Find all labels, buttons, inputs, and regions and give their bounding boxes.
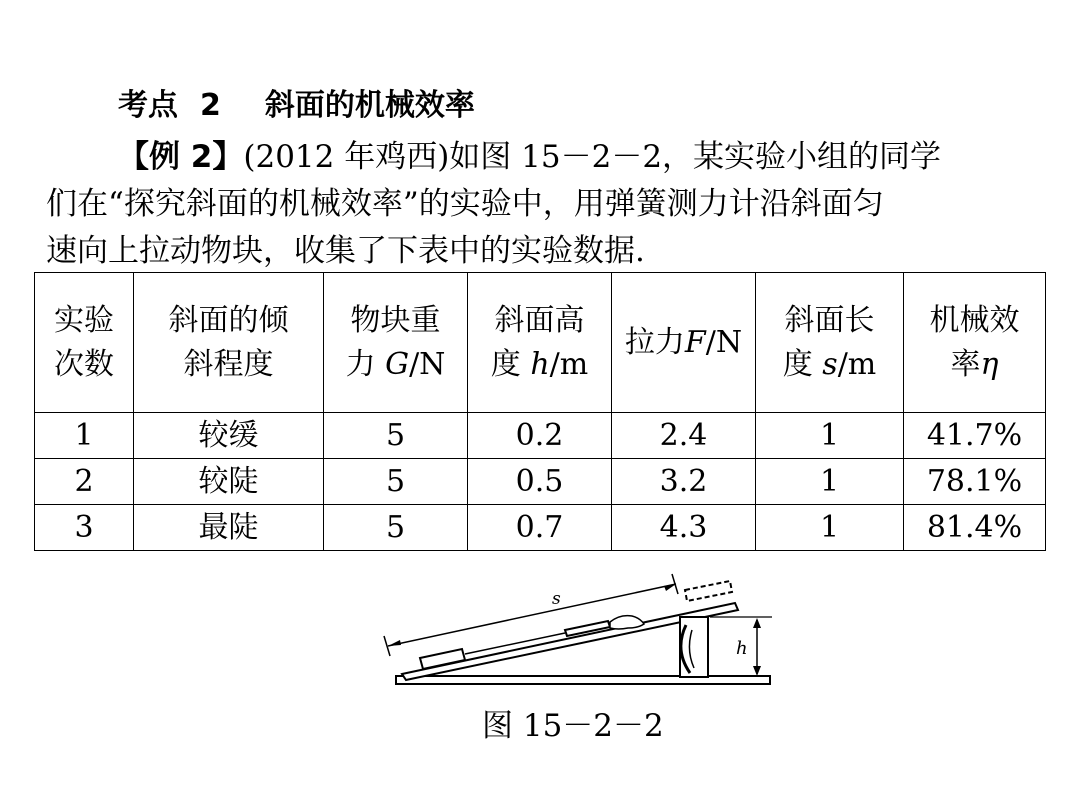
header-incline-length: 斜面长 度 s/m bbox=[756, 273, 904, 413]
s-label: s bbox=[552, 589, 561, 609]
table-row: 3 最陡 5 0.7 4.3 1 81.4% bbox=[35, 505, 1046, 551]
example-line-3: 速向上拉动物块，收集了下表中的实验数据. bbox=[46, 233, 645, 269]
incline-diagram bbox=[380, 570, 780, 695]
figure-caption: 图 15－2－2 bbox=[482, 708, 664, 744]
header-trial-count: 实验 次数 bbox=[35, 273, 134, 413]
h-label: h bbox=[736, 638, 748, 659]
hand bbox=[610, 616, 644, 629]
heading-label: 考点 bbox=[118, 88, 178, 123]
table-header-row bbox=[35, 273, 1046, 413]
dashed-block-top bbox=[685, 581, 732, 601]
header-pull-force: 拉力F/N bbox=[612, 273, 756, 413]
s-dimension-line bbox=[388, 584, 676, 646]
table-row: 1 较缓 5 0.2 2.4 1 41.7% bbox=[35, 413, 1046, 459]
example-paragraph bbox=[46, 134, 1056, 275]
data-table bbox=[34, 272, 1046, 551]
example-tag: 【例 2】 bbox=[118, 139, 244, 175]
heading-title: 斜面的机械效率 bbox=[264, 88, 475, 123]
header-incline-degree: 斜面的倾 斜程度 bbox=[134, 273, 324, 413]
example-line-2: 们在“探究斜面的机械效率”的实验中，用弹簧测力计沿斜面匀 bbox=[46, 186, 884, 222]
header-incline-height: 斜面高 度 h/m bbox=[468, 273, 612, 413]
base-board bbox=[396, 676, 770, 684]
header-efficiency: 机械效 率η bbox=[904, 273, 1046, 413]
header-block-weight: 物块重 力 G/N bbox=[324, 273, 468, 413]
example-line-1 bbox=[46, 134, 1056, 181]
table-row: 2 较陡 5 0.5 3.2 1 78.1% bbox=[35, 459, 1046, 505]
section-heading bbox=[118, 84, 475, 128]
heading-number: 2 bbox=[200, 88, 221, 123]
example-line-1-text: (2012 年鸡西)如图 15－2－2，某实验小组的同学 bbox=[243, 139, 942, 175]
